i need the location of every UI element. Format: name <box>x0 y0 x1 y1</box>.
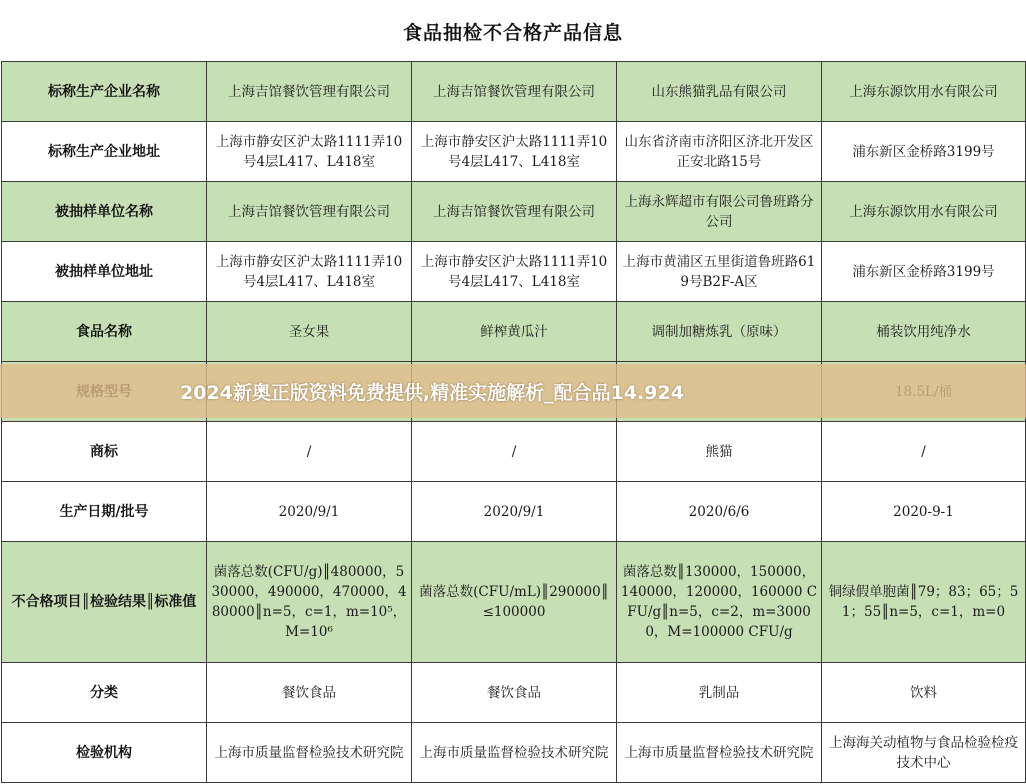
table-cell: 餐饮食品 <box>207 663 412 723</box>
table-cell: 2020-9-1 <box>822 482 1026 542</box>
table-cell: 2020/9/1 <box>412 482 617 542</box>
table-cell: 餐饮食品 <box>412 663 617 723</box>
table-row <box>2 482 1026 542</box>
row-label: 分类 <box>2 663 207 723</box>
banner-text: 2024新奥正版资料免费提供,精准实施解析_配合品14.924 <box>180 381 684 404</box>
table-row <box>2 663 1026 723</box>
table-cell: 调制加糖炼乳（原味） <box>617 302 822 362</box>
table-row <box>2 302 1026 362</box>
table-cell: 上海市黄浦区五里街道鲁班路619号B2F-A区 <box>617 242 822 302</box>
table-row <box>2 723 1026 783</box>
table-row <box>2 242 1026 302</box>
table-cell: 浦东新区金桥路3199号 <box>822 242 1026 302</box>
row-label: 标称生产企业名称 <box>2 62 207 122</box>
table-cell: 上海市静安区沪太路1111弄10号4层L417、L418室 <box>412 242 617 302</box>
table-cell: 菌落总数(CFU/mL)║290000║≤100000 <box>412 542 617 663</box>
table-cell: 2020/6/6 <box>617 482 822 542</box>
row-label: 被抽样单位名称 <box>2 182 207 242</box>
table-cell: 鲜榨黄瓜汁 <box>412 302 617 362</box>
table-cell: 2020/9/1 <box>207 482 412 542</box>
table-row <box>2 62 1026 122</box>
table-cell: 上海市质量监督检验技术研究院 <box>412 723 617 783</box>
table-cell: 饮料 <box>822 663 1026 723</box>
table-cell: 桶装饮用纯净水 <box>822 302 1026 362</box>
table-row <box>2 122 1026 182</box>
table-cell: 上海永辉超市有限公司鲁班路分公司 <box>617 182 822 242</box>
row-label: 生产日期/批号 <box>2 482 207 542</box>
table-row <box>2 542 1026 663</box>
table-cell: 山东省济南市济阳区济北开发区正安北路15号 <box>617 122 822 182</box>
table-cell: 熊猫 <box>617 422 822 482</box>
row-label: 食品名称 <box>2 302 207 362</box>
row-label: 商标 <box>2 422 207 482</box>
table-cell: 铜绿假单胞菌║79；83；65；51；55║n=5，c=1，m=0 <box>822 542 1026 663</box>
table-cell: 上海市质量监督检验技术研究院 <box>207 723 412 783</box>
row-label: 被抽样单位地址 <box>2 242 207 302</box>
table-cell: / <box>412 422 617 482</box>
table-cell: 上海东源饮用水有限公司 <box>822 62 1026 122</box>
table-cell: 上海海关动植物与食品检验检疫技术中心 <box>822 723 1026 783</box>
table-cell: 菌落总数(CFU/g)║480000，530000，490000，470000，480000║n=5，c=1，m=10⁵，M=10⁶ <box>207 542 412 663</box>
table-cell: 乳制品 <box>617 663 822 723</box>
table-row <box>2 182 1026 242</box>
row-label: 标称生产企业地址 <box>2 122 207 182</box>
table-cell: 圣女果 <box>207 302 412 362</box>
table-cell: 上海吉馆餐饮管理有限公司 <box>207 62 412 122</box>
inspection-table <box>1 61 1026 783</box>
table-cell: 上海市质量监督检验技术研究院 <box>617 723 822 783</box>
table-cell: 菌落总数║130000，150000，140000，120000，160000 CFU/g║n=5，c=2，m=30000，M=100000 CFU/g <box>617 542 822 663</box>
table-cell: 上海市静安区沪太路1111弄10号4层L417、L418室 <box>412 122 617 182</box>
table-cell: 山东熊猫乳品有限公司 <box>617 62 822 122</box>
table-cell: 上海吉馆餐饮管理有限公司 <box>412 182 617 242</box>
page-title: 食品抽检不合格产品信息 <box>402 21 623 44</box>
table-row <box>2 422 1026 482</box>
table-cell: 上海东源饮用水有限公司 <box>822 182 1026 242</box>
row-label: 检验机构 <box>2 723 207 783</box>
watermark-banner <box>0 364 1026 418</box>
table-cell: 上海吉馆餐饮管理有限公司 <box>207 182 412 242</box>
row-label: 不合格项目║检验结果║标准值 <box>2 542 207 663</box>
table-cell: / <box>822 422 1026 482</box>
table-cell: 上海市静安区沪太路1111弄10号4层L417、L418室 <box>207 122 412 182</box>
table-cell: 浦东新区金桥路3199号 <box>822 122 1026 182</box>
table-cell: / <box>207 422 412 482</box>
table-cell: 上海市静安区沪太路1111弄10号4层L417、L418室 <box>207 242 412 302</box>
table-cell: 上海吉馆餐饮管理有限公司 <box>412 62 617 122</box>
